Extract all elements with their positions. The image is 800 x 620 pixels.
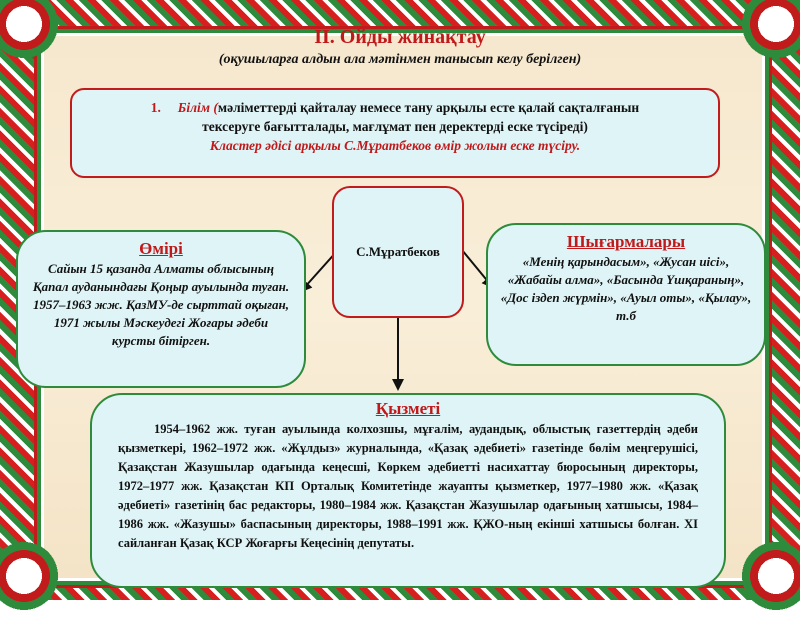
task-text-2: тексеруге бағытталады, мағлұмат пен деректерді еске түсіреді) <box>202 119 588 134</box>
slide-subtitle: (оқушыларға алдын ала мәтінмен танысып келу берілген) <box>218 52 582 67</box>
works-text: «Менің қарындасым», «Жусан иісі», «Жабайы алма», «Басында Үшқараның», «Дос іздеп жүрмін», «Ауыл оты», «Қылау», т.б <box>500 254 752 323</box>
life-text: Сайын 15 қазанда Алматы облысының Қапал ауданындағы Қоңыр ауылында туған. 1957–1963 жж. ҚазМУ-де сырттай оқыған, 1971 жылы Мәскеудегі Жоғары әдеби курсты бітірген. <box>32 261 290 348</box>
life-heading: Өмірі <box>139 239 183 258</box>
center-node <box>332 186 464 318</box>
life-box <box>16 230 306 388</box>
works-heading: Шығармалары <box>566 232 686 251</box>
career-text: 1954–1962 жж. туған ауылында колхозшы, мұғалім, аудандық, облыстық газеттердің әдеби қызметкері, 1962–1972 жж. «Жұлдыз» журналында, «Қазақ әдебиеті» газетінде бөлім меңгерушісі, Қазақстан Жазушылар одағында кеңесші, Көркем әдебиетті насихаттау бюросының директоры, 1972–1977 жж. Қазақстан КП Орталық Комитетінде жауапты қызметкер, 1977–1980 жж. «Қазақ әдебиеті» газетінің бас редакторы, 1980–1984 жж. Қазақстан Жазушылар одағының хатшысы, 1984–1986 жж. «Жазушы» баспасының директоры, 1988–1991 жж. ҚЖО-ның екінші хатшысы болған. ХІ сайланған Қазақ КСР Жоғарғы Кеңесінің депутаты. <box>118 422 698 550</box>
career-box <box>90 393 726 588</box>
task-number: 1. <box>150 100 161 115</box>
slide-title: II. Ойды жинақтау <box>314 26 486 48</box>
center-label: С.Мұратбеков <box>356 244 440 259</box>
career-heading: Қызметі <box>375 399 441 418</box>
works-box <box>486 223 766 366</box>
task-text-1: мәліметтерді қайталау немесе тану арқылы есте қалай сақталғанын <box>217 100 640 115</box>
task-instruction: Кластер әдісі арқылы С.Мұратбеков өмір жолын еске түсіру. <box>209 138 581 153</box>
task-label: Білім ( <box>177 100 218 115</box>
